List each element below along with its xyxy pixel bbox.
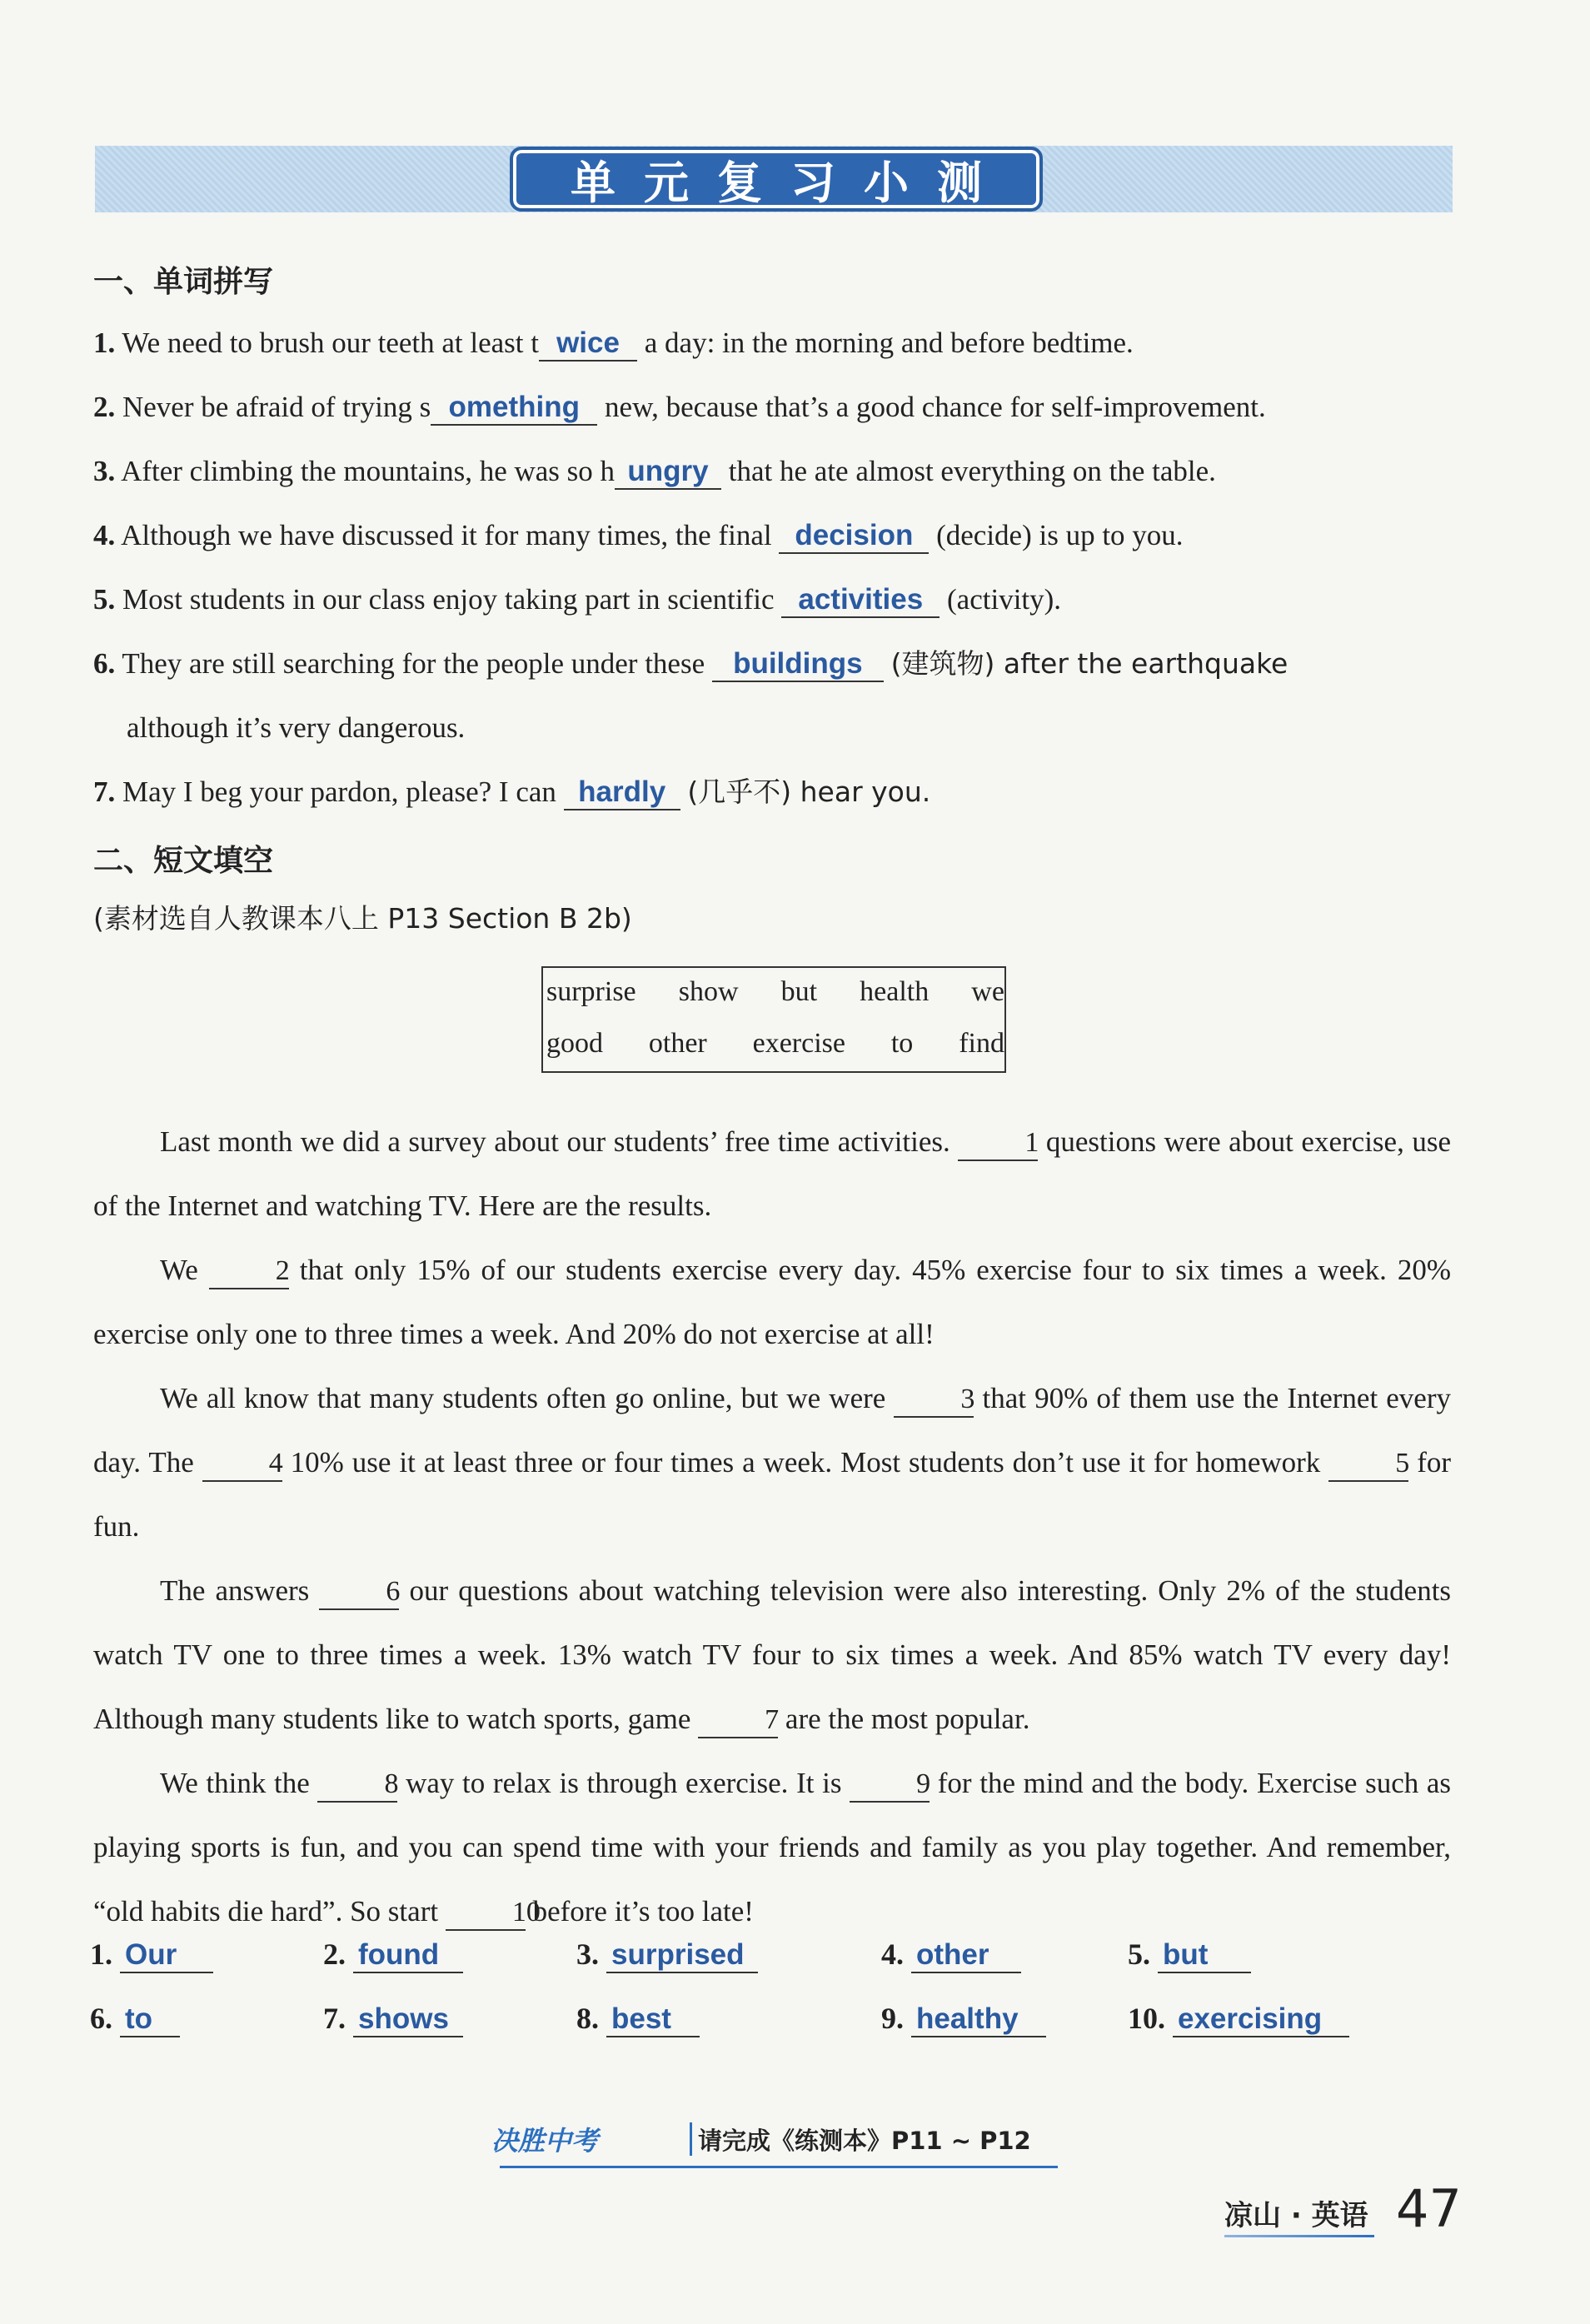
answer-blank: buildings	[712, 647, 884, 682]
title-pill	[510, 147, 1043, 212]
passage-paragraph-4: The answers 6 our questions about watching television were also interesting. Only 2% of the students watch TV one to three times a week. 13% watch TV four to six times a week. And 85% watch TV every day! Although many students like to watch sports, game 7 are the most popular.	[93, 1558, 1451, 1751]
footer-underline	[500, 2166, 1058, 2168]
passage-blank-4: 4	[202, 1447, 282, 1482]
passage-paragraph-5: We think the 8 way to relax is through exercise. It is 9 for the mind and the body. Exercise such as playing sports is fun, and you can spend time with your friends and family as you play together. And remember, “old habits die hard”. So start 10 before it’s too late!	[93, 1751, 1451, 1943]
answer-item-3: 3. surprised	[576, 1937, 758, 1973]
answer-item-10: 10. exercising	[1128, 2001, 1349, 2037]
word-option: to	[890, 1028, 914, 1059]
answer-blank: decision	[779, 519, 929, 554]
question-5: 5. Most students in our class enjoy taking part in scientific activities (activity).	[93, 579, 1451, 621]
answer-blank: hardly	[564, 775, 680, 810]
word-box	[541, 966, 1006, 1073]
answer-item-2: 2. found	[323, 1937, 463, 1973]
question-4: 4. Although we have discussed it for many times, the final decision (decide) is up to you.	[93, 515, 1451, 556]
question-6: 6. They are still searching for the people under these buildings (建筑物) after the earthquake	[93, 643, 1451, 685]
edition-label: 凉山 · 英语	[1224, 2199, 1368, 2232]
passage-blank-5: 5	[1328, 1447, 1408, 1482]
answer-item-4: 4. other	[881, 1937, 1021, 1973]
word-option: surprise	[546, 976, 636, 1007]
passage-blank-7: 7	[698, 1703, 778, 1738]
answer-item-1: 1. Our	[90, 1937, 213, 1973]
edition-underline	[1224, 2235, 1374, 2237]
section-1-heading: 一、单词拼写	[93, 265, 274, 299]
passage-paragraph-2: We 2 that only 15% of our students exercise every day. 45% exercise four to six times a week. 20% exercise only one to three times a week. And 20% do not exercise at all!	[93, 1254, 1452, 1350]
answer-item-9: 9. healthy	[881, 2001, 1046, 2037]
passage-paragraph-1: Last month we did a survey about our students’ free time activities. 1 questions were about exercise, use of the Internet and watching TV. Here are the results.	[93, 1125, 1452, 1222]
answer-blank: activities	[781, 583, 940, 618]
word-option: but	[780, 976, 818, 1007]
word-option: other	[648, 1028, 707, 1059]
question-1: 1. We need to brush our teeth at least t wice a day: in the morning and before bedtime.	[93, 322, 1451, 364]
page-number: 47	[1396, 2178, 1462, 2239]
answer-item-6: 6. to	[90, 2001, 180, 2037]
word-option: good	[546, 1028, 603, 1059]
passage-blank-9: 9	[850, 1768, 930, 1803]
word-box-row-1	[543, 976, 1008, 1008]
question-2: 2. Never be afraid of trying s omething new, because that’s a good chance for self-improvement.	[93, 387, 1451, 428]
passage-blank-2: 2	[209, 1254, 289, 1289]
answer-row-2	[90, 2001, 1464, 2051]
word-option: we	[971, 976, 1004, 1007]
answer-blank: wice	[539, 327, 637, 362]
passage-blank-3: 3	[894, 1383, 974, 1418]
footer-instruction: 请完成《练测本》P11 ~ P12	[698, 2127, 1031, 2155]
page-title: 单元复习小测	[571, 156, 1010, 209]
question-3: 3. After climbing the mountains, he was so h ungry that he ate almost everything on the table.	[93, 451, 1451, 492]
word-option: show	[678, 976, 739, 1007]
answer-item-7: 7. shows	[323, 2001, 463, 2037]
answer-item-5: 5. but	[1128, 1937, 1251, 1973]
passage-blank-6: 6	[319, 1575, 399, 1610]
passage-blank-10: 10	[446, 1896, 526, 1931]
answer-row-1	[90, 1937, 1464, 1987]
passage-blank-1: 1	[958, 1126, 1038, 1161]
answer-item-8: 8. best	[576, 2001, 700, 2037]
footer-divider	[690, 2122, 692, 2156]
source-note: (素材选自人教课本八上 P13 Section B 2b)	[93, 902, 632, 935]
question-6-continued: although it’s very dangerous.	[127, 711, 466, 744]
passage-blank-8: 8	[317, 1768, 397, 1803]
answer-blank: omething	[431, 391, 597, 426]
word-option: find	[959, 1028, 1004, 1059]
section-2-heading: 二、短文填空	[93, 844, 274, 878]
word-option: health	[860, 976, 930, 1007]
passage-paragraph-3: We all know that many students often go online, but we were 3 that 90% of them use the Internet every day. The 4 10% use it at least three or four times a week. Most students don’t use it for homework 5 for fun.	[93, 1382, 1452, 1543]
brand-logo: 决胜中考	[491, 2125, 599, 2157]
word-option: exercise	[752, 1028, 845, 1059]
answer-blank: ungry	[615, 455, 721, 490]
word-box-row-2	[543, 1028, 1008, 1060]
question-7: 7. May I beg your pardon, please? I can hardly (几乎不) hear you.	[93, 771, 1451, 813]
